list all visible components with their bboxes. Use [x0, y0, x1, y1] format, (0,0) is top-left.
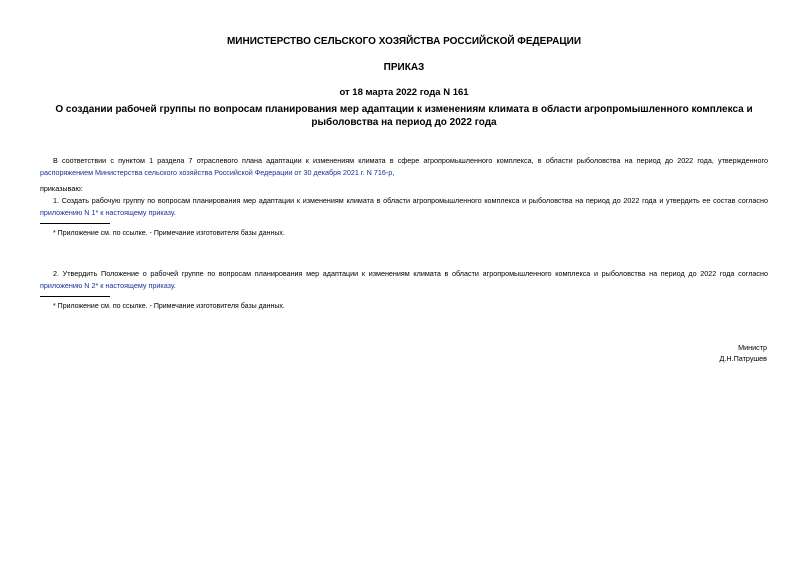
signatory-name: Д.Н.Патрушев	[719, 354, 767, 363]
footnote-2: * Приложение см. по ссылке. - Примечание изготовителя базы данных.	[53, 303, 285, 310]
order-title: О создании рабочей группы по вопросам планирования мер адаптации к изменениям климата в области агропромышленного комплекса и рыболовства на период до 2022 года	[55, 104, 753, 128]
preamble-paragraph	[40, 155, 768, 178]
signatory-title: Министр	[738, 343, 767, 352]
order-heading: ПРИКАЗ	[383, 62, 425, 73]
item-2-text: 2. Утвердить Положение о рабочей группе по вопросам планирования мер адаптации к изменениям климата в области агропромышленного комплекса и рыболовства на период до 2022 года согласно	[53, 269, 768, 278]
footnote-divider	[40, 296, 110, 297]
appendix-2-link[interactable]: приложению N 2* к настоящему приказу	[40, 280, 174, 290]
item-1-paragraph	[40, 195, 768, 218]
ministry-name: МИНИСТЕРСТВО СЕЛЬСКОГО ХОЗЯЙСТВА РОССИЙСКОЙ ФЕДЕРАЦИИ	[226, 36, 582, 47]
preamble-text: В соответствии с пунктом 1 раздела 7 отраслевого плана адаптации к изменениям климата в сфере агропромышленного комплекса, в области рыболовства на период до 2022 года, утвержденного	[53, 156, 768, 165]
decree-link[interactable]: распоряжением Министерства сельского хозяйства Российской Федерации от 30 декабря 2021 г. N 716-р	[40, 167, 393, 177]
order-date: от 18 марта 2022 года N 161	[339, 87, 469, 98]
item-2-end: .	[173, 280, 176, 290]
footnote-divider	[40, 223, 110, 224]
orders-word: приказываю:	[40, 184, 83, 193]
preamble-end: ,	[392, 167, 395, 177]
item-1-text: 1. Создать рабочую группу по вопросам планирования мер адаптации к изменениям климата в области агропромышленного комплекса и рыболовства на период до 2022 года и утвердить ее состав согласно	[53, 196, 768, 205]
item-2-paragraph	[40, 268, 768, 291]
footnote-1: * Приложение см. по ссылке. - Примечание изготовителя базы данных.	[53, 230, 285, 237]
item-1-end: .	[173, 207, 176, 217]
appendix-1-link[interactable]: приложению N 1* к настоящему приказу	[40, 207, 174, 217]
